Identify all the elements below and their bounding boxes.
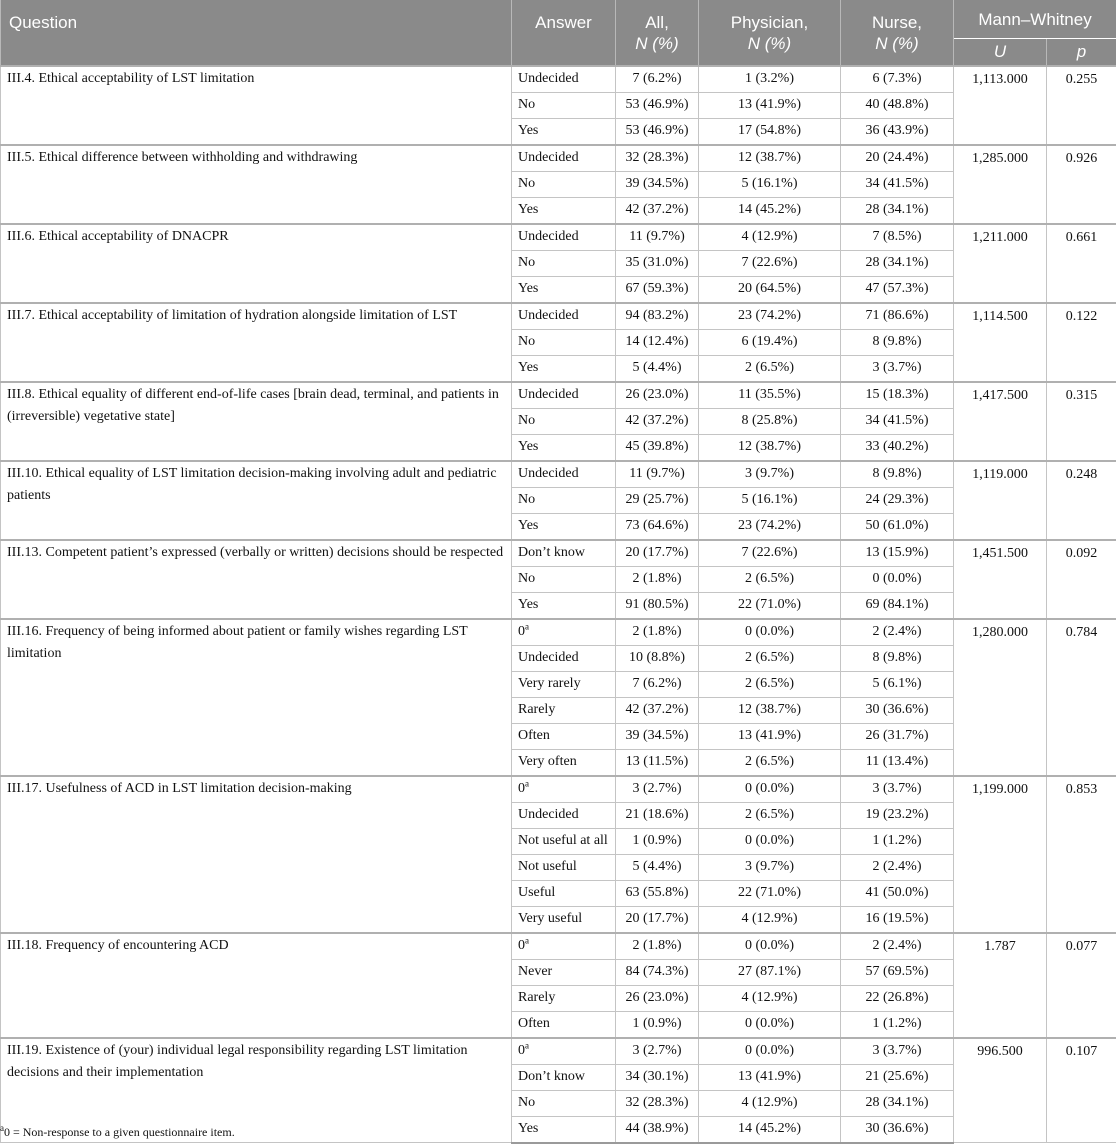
physician-count-cell: 22 (71.0%)	[699, 592, 841, 619]
u-statistic-cell: 1,199.000	[954, 776, 1047, 933]
all-count-cell: 3 (2.7%)	[616, 776, 699, 803]
answer-cell	[512, 1038, 616, 1065]
answer-label: Yes	[518, 438, 539, 454]
nurse-count-cell: 2 (2.4%)	[841, 854, 954, 880]
answer-cell	[512, 566, 616, 592]
physician-count-cell: 0 (0.0%)	[699, 1038, 841, 1065]
nurse-count-cell: 2 (2.4%)	[841, 933, 954, 960]
all-count-cell: 63 (55.8%)	[616, 880, 699, 906]
physician-count-cell: 5 (16.1%)	[699, 171, 841, 197]
u-statistic-cell: 1,114.500	[954, 303, 1047, 382]
nurse-count-cell: 19 (23.2%)	[841, 802, 954, 828]
answer-label: Very rarely	[518, 675, 581, 691]
all-count-cell: 2 (1.8%)	[616, 619, 699, 646]
header-physician	[699, 0, 841, 66]
table-row	[1, 145, 1116, 172]
all-count-cell: 53 (46.9%)	[616, 92, 699, 118]
physician-count-cell: 2 (6.5%)	[699, 355, 841, 382]
nurse-count-cell: 28 (34.1%)	[841, 250, 954, 276]
p-value-cell: 0.926	[1047, 145, 1116, 224]
nurse-count-cell: 28 (34.1%)	[841, 197, 954, 224]
physician-count-cell: 0 (0.0%)	[699, 828, 841, 854]
physician-count-cell: 13 (41.9%)	[699, 1064, 841, 1090]
answer-cell	[512, 985, 616, 1011]
answer-label: No	[518, 1094, 536, 1110]
answer-cell	[512, 749, 616, 776]
non-response-marker: a	[525, 620, 529, 631]
nurse-count-cell: 36 (43.9%)	[841, 118, 954, 145]
physician-count-cell: 0 (0.0%)	[699, 619, 841, 646]
all-count-cell: 26 (23.0%)	[616, 382, 699, 409]
table-row	[1, 303, 1116, 330]
answer-cell	[512, 697, 616, 723]
answer-label: Undecided	[518, 149, 579, 165]
nurse-count-cell: 11 (13.4%)	[841, 749, 954, 776]
question-cell: III.18. Frequency of encountering ACD	[1, 933, 512, 1038]
answer-cell	[512, 959, 616, 985]
all-count-cell: 32 (28.3%)	[616, 145, 699, 172]
u-statistic-cell: 1,417.500	[954, 382, 1047, 461]
answer-cell	[512, 276, 616, 303]
answer-cell	[512, 1011, 616, 1038]
answer-label: Often	[518, 727, 550, 743]
answer-cell	[512, 355, 616, 382]
answer-label: 0	[518, 623, 525, 639]
all-count-cell: 29 (25.7%)	[616, 487, 699, 513]
answer-label: Undecided	[518, 806, 579, 822]
all-count-cell: 35 (31.0%)	[616, 250, 699, 276]
header-nurse	[841, 0, 954, 66]
nurse-count-cell: 41 (50.0%)	[841, 880, 954, 906]
answer-label: 0	[518, 780, 525, 796]
physician-count-cell: 2 (6.5%)	[699, 802, 841, 828]
answer-label: No	[518, 333, 536, 349]
question-cell: III.6. Ethical acceptability of DNACPR	[1, 224, 512, 303]
answer-label: Rarely	[518, 989, 556, 1005]
all-count-cell: 42 (37.2%)	[616, 697, 699, 723]
question-cell: III.7. Ethical acceptability of limitation of hydration alongside limitation of LST	[1, 303, 512, 382]
answer-cell	[512, 66, 616, 93]
physician-count-cell: 23 (74.2%)	[699, 513, 841, 540]
physician-count-cell: 2 (6.5%)	[699, 566, 841, 592]
nurse-count-cell: 22 (26.8%)	[841, 985, 954, 1011]
physician-count-cell: 8 (25.8%)	[699, 408, 841, 434]
answer-label: Yes	[518, 596, 539, 612]
question-cell: III.17. Usefulness of ACD in LST limitation decision-making	[1, 776, 512, 933]
u-statistic-cell: 1,211.000	[954, 224, 1047, 303]
question-cell: III.13. Competent patient’s expressed (verbally or written) decisions should be respected	[1, 540, 512, 619]
table-row	[1, 933, 1116, 960]
answer-cell	[512, 592, 616, 619]
all-count-cell: 7 (6.2%)	[616, 66, 699, 93]
physician-count-cell: 20 (64.5%)	[699, 276, 841, 303]
footnote	[0, 1125, 235, 1140]
table-row	[1, 461, 1116, 488]
header-question: Question	[1, 0, 512, 66]
nurse-count-cell: 5 (6.1%)	[841, 671, 954, 697]
all-count-cell: 2 (1.8%)	[616, 933, 699, 960]
header-p: p	[1047, 38, 1116, 66]
all-count-cell: 3 (2.7%)	[616, 1038, 699, 1065]
non-response-marker: a	[525, 1039, 529, 1050]
p-value-cell: 0.122	[1047, 303, 1116, 382]
header-all-label: All,	[645, 13, 669, 32]
answer-label: 0	[518, 937, 525, 953]
nurse-count-cell: 3 (3.7%)	[841, 1038, 954, 1065]
answer-cell	[512, 1116, 616, 1143]
all-count-cell: 20 (17.7%)	[616, 540, 699, 567]
nurse-count-cell: 8 (9.8%)	[841, 461, 954, 488]
physician-count-cell: 2 (6.5%)	[699, 645, 841, 671]
u-statistic-cell: 1,119.000	[954, 461, 1047, 540]
u-statistic-cell: 996.500	[954, 1038, 1047, 1143]
answer-label: Not useful at all	[518, 832, 608, 848]
physician-count-cell: 7 (22.6%)	[699, 540, 841, 567]
physician-count-cell: 2 (6.5%)	[699, 671, 841, 697]
all-count-cell: 44 (38.9%)	[616, 1116, 699, 1143]
question-cell: III.4. Ethical acceptability of LST limitation	[1, 66, 512, 145]
physician-count-cell: 4 (12.9%)	[699, 1090, 841, 1116]
answer-cell	[512, 461, 616, 488]
answer-label: No	[518, 175, 536, 191]
all-count-cell: 39 (34.5%)	[616, 723, 699, 749]
table-row	[1, 382, 1116, 409]
physician-count-cell: 12 (38.7%)	[699, 697, 841, 723]
nurse-count-cell: 0 (0.0%)	[841, 566, 954, 592]
u-statistic-cell: 1,285.000	[954, 145, 1047, 224]
answer-cell	[512, 171, 616, 197]
p-value-cell: 0.248	[1047, 461, 1116, 540]
answer-label: Don’t know	[518, 544, 586, 560]
table-body	[1, 66, 1116, 1143]
table-row	[1, 619, 1116, 646]
answer-label: Useful	[518, 884, 556, 900]
header-mann-whitney: Mann–Whitney	[954, 0, 1116, 38]
answer-label: Undecided	[518, 465, 579, 481]
table-row	[1, 224, 1116, 251]
all-count-cell: 1 (0.9%)	[616, 1011, 699, 1038]
all-count-cell: 42 (37.2%)	[616, 408, 699, 434]
u-statistic-cell: 1,113.000	[954, 66, 1047, 145]
all-count-cell: 10 (8.8%)	[616, 645, 699, 671]
nurse-count-cell: 57 (69.5%)	[841, 959, 954, 985]
all-count-cell: 1 (0.9%)	[616, 828, 699, 854]
all-count-cell: 11 (9.7%)	[616, 461, 699, 488]
nurse-count-cell: 26 (31.7%)	[841, 723, 954, 749]
nurse-count-cell: 47 (57.3%)	[841, 276, 954, 303]
header-nurse-unit: N (%)	[875, 34, 919, 53]
nurse-count-cell: 8 (9.8%)	[841, 645, 954, 671]
p-value-cell: 0.784	[1047, 619, 1116, 776]
answer-label: Undecided	[518, 649, 579, 665]
p-value-cell: 0.077	[1047, 933, 1116, 1038]
all-count-cell: 45 (39.8%)	[616, 434, 699, 461]
answer-label: Very useful	[518, 910, 583, 926]
all-count-cell: 53 (46.9%)	[616, 118, 699, 145]
answer-label: Yes	[518, 122, 539, 138]
nurse-count-cell: 30 (36.6%)	[841, 1116, 954, 1143]
answer-label: No	[518, 570, 536, 586]
physician-count-cell: 1 (3.2%)	[699, 66, 841, 93]
answer-label: Yes	[518, 201, 539, 217]
question-cell: III.10. Ethical equality of LST limitation decision-making involving adult and pediatric patients	[1, 461, 512, 540]
nurse-count-cell: 6 (7.3%)	[841, 66, 954, 93]
all-count-cell: 11 (9.7%)	[616, 224, 699, 251]
all-count-cell: 67 (59.3%)	[616, 276, 699, 303]
answer-cell	[512, 118, 616, 145]
nurse-count-cell: 30 (36.6%)	[841, 697, 954, 723]
answer-label: Yes	[518, 1120, 539, 1136]
question-cell: III.16. Frequency of being informed about patient or family wishes regarding LST limitation	[1, 619, 512, 776]
non-response-marker: a	[525, 777, 529, 788]
physician-count-cell: 4 (12.9%)	[699, 985, 841, 1011]
answer-label: No	[518, 491, 536, 507]
answer-cell	[512, 828, 616, 854]
physician-count-cell: 2 (6.5%)	[699, 749, 841, 776]
physician-count-cell: 0 (0.0%)	[699, 1011, 841, 1038]
answer-cell	[512, 854, 616, 880]
answer-cell	[512, 329, 616, 355]
p-value-cell: 0.255	[1047, 66, 1116, 145]
answer-label: Yes	[518, 517, 539, 533]
answer-cell	[512, 906, 616, 933]
all-count-cell: 34 (30.1%)	[616, 1064, 699, 1090]
table-row	[1, 540, 1116, 567]
answer-cell	[512, 513, 616, 540]
physician-count-cell: 17 (54.8%)	[699, 118, 841, 145]
answer-label: Rarely	[518, 701, 556, 717]
answer-label: Very often	[518, 753, 577, 769]
answer-cell	[512, 408, 616, 434]
all-count-cell: 94 (83.2%)	[616, 303, 699, 330]
answer-label: No	[518, 254, 536, 270]
answer-label: Undecided	[518, 70, 579, 86]
nurse-count-cell: 15 (18.3%)	[841, 382, 954, 409]
physician-count-cell: 27 (87.1%)	[699, 959, 841, 985]
answer-cell	[512, 540, 616, 567]
all-count-cell: 42 (37.2%)	[616, 197, 699, 224]
nurse-count-cell: 34 (41.5%)	[841, 171, 954, 197]
physician-count-cell: 7 (22.6%)	[699, 250, 841, 276]
nurse-count-cell: 1 (1.2%)	[841, 1011, 954, 1038]
header-nurse-label: Nurse,	[871, 13, 923, 32]
answer-label: Undecided	[518, 386, 579, 402]
answer-cell	[512, 303, 616, 330]
nurse-count-cell: 13 (15.9%)	[841, 540, 954, 567]
answer-cell	[512, 802, 616, 828]
physician-count-cell: 3 (9.7%)	[699, 461, 841, 488]
question-cell: III.8. Ethical equality of different end-of-life cases [brain dead, terminal, and patients in (irreversible) vegetative state]	[1, 382, 512, 461]
header-u: U	[954, 38, 1047, 66]
table-row	[1, 776, 1116, 803]
all-count-cell: 7 (6.2%)	[616, 671, 699, 697]
physician-count-cell: 12 (38.7%)	[699, 145, 841, 172]
answer-label: Undecided	[518, 307, 579, 323]
all-count-cell: 5 (4.4%)	[616, 355, 699, 382]
physician-count-cell: 0 (0.0%)	[699, 776, 841, 803]
header-answer: Answer	[512, 0, 616, 66]
answer-cell	[512, 933, 616, 960]
footnote-text: 0 = Non-response to a given questionnaire item.	[4, 1125, 235, 1139]
u-statistic-cell: 1,451.500	[954, 540, 1047, 619]
answer-label: Don’t know	[518, 1068, 586, 1084]
p-value-cell: 0.853	[1047, 776, 1116, 933]
physician-count-cell: 4 (12.9%)	[699, 224, 841, 251]
nurse-count-cell: 7 (8.5%)	[841, 224, 954, 251]
physician-count-cell: 0 (0.0%)	[699, 933, 841, 960]
nurse-count-cell: 71 (86.6%)	[841, 303, 954, 330]
all-count-cell: 32 (28.3%)	[616, 1090, 699, 1116]
all-count-cell: 91 (80.5%)	[616, 592, 699, 619]
all-count-cell: 13 (11.5%)	[616, 749, 699, 776]
all-count-cell: 26 (23.0%)	[616, 985, 699, 1011]
nurse-count-cell: 69 (84.1%)	[841, 592, 954, 619]
question-cell: III.5. Ethical difference between withholding and withdrawing	[1, 145, 512, 224]
answer-cell	[512, 723, 616, 749]
answer-label: Never	[518, 963, 553, 979]
answer-cell	[512, 671, 616, 697]
physician-count-cell: 11 (35.5%)	[699, 382, 841, 409]
answer-cell	[512, 1064, 616, 1090]
answer-cell	[512, 1090, 616, 1116]
header-all	[616, 0, 699, 66]
answer-cell	[512, 434, 616, 461]
table-row	[1, 66, 1116, 93]
nurse-count-cell: 2 (2.4%)	[841, 619, 954, 646]
footnote-marker: a	[0, 1123, 4, 1133]
header-physician-label: Physician,	[730, 13, 809, 32]
answer-cell	[512, 776, 616, 803]
all-count-cell: 20 (17.7%)	[616, 906, 699, 933]
answer-label: 0	[518, 1042, 525, 1058]
physician-count-cell: 5 (16.1%)	[699, 487, 841, 513]
answer-cell	[512, 224, 616, 251]
answer-cell	[512, 145, 616, 172]
p-value-cell: 0.092	[1047, 540, 1116, 619]
answer-label: Yes	[518, 280, 539, 296]
answer-cell	[512, 382, 616, 409]
physician-count-cell: 23 (74.2%)	[699, 303, 841, 330]
nurse-count-cell: 8 (9.8%)	[841, 329, 954, 355]
answer-label: No	[518, 96, 536, 112]
physician-count-cell: 13 (41.9%)	[699, 92, 841, 118]
physician-count-cell: 3 (9.7%)	[699, 854, 841, 880]
answer-label: No	[518, 412, 536, 428]
nurse-count-cell: 50 (61.0%)	[841, 513, 954, 540]
all-count-cell: 21 (18.6%)	[616, 802, 699, 828]
physician-count-cell: 6 (19.4%)	[699, 329, 841, 355]
header-all-unit: N (%)	[635, 34, 679, 53]
u-statistic-cell: 1,280.000	[954, 619, 1047, 776]
answer-cell	[512, 92, 616, 118]
question-cell: III.19. Existence of (your) individual legal responsibility regarding LST limitation decisions and their implementation	[1, 1038, 512, 1143]
answer-cell	[512, 197, 616, 224]
answer-label: Often	[518, 1015, 550, 1031]
nurse-count-cell: 16 (19.5%)	[841, 906, 954, 933]
table-row	[1, 1038, 1116, 1065]
physician-count-cell: 4 (12.9%)	[699, 906, 841, 933]
p-value-cell: 0.661	[1047, 224, 1116, 303]
nurse-count-cell: 3 (3.7%)	[841, 355, 954, 382]
nurse-count-cell: 28 (34.1%)	[841, 1090, 954, 1116]
answer-cell	[512, 619, 616, 646]
answer-label: Undecided	[518, 228, 579, 244]
p-value-cell: 0.315	[1047, 382, 1116, 461]
nurse-count-cell: 34 (41.5%)	[841, 408, 954, 434]
p-value-cell: 0.107	[1047, 1038, 1116, 1143]
header-physician-unit: N (%)	[747, 34, 792, 53]
nurse-count-cell: 33 (40.2%)	[841, 434, 954, 461]
nurse-count-cell: 1 (1.2%)	[841, 828, 954, 854]
physician-count-cell: 13 (41.9%)	[699, 723, 841, 749]
nurse-count-cell: 20 (24.4%)	[841, 145, 954, 172]
answer-cell	[512, 487, 616, 513]
physician-count-cell: 22 (71.0%)	[699, 880, 841, 906]
non-response-marker: a	[525, 934, 529, 945]
nurse-count-cell: 24 (29.3%)	[841, 487, 954, 513]
all-count-cell: 73 (64.6%)	[616, 513, 699, 540]
all-count-cell: 14 (12.4%)	[616, 329, 699, 355]
physician-count-cell: 14 (45.2%)	[699, 1116, 841, 1143]
physician-count-cell: 14 (45.2%)	[699, 197, 841, 224]
answer-cell	[512, 250, 616, 276]
physician-count-cell: 12 (38.7%)	[699, 434, 841, 461]
answer-label: Yes	[518, 359, 539, 375]
answer-label: Not useful	[518, 858, 577, 874]
nurse-count-cell: 21 (25.6%)	[841, 1064, 954, 1090]
all-count-cell: 2 (1.8%)	[616, 566, 699, 592]
answer-cell	[512, 880, 616, 906]
nurse-count-cell: 40 (48.8%)	[841, 92, 954, 118]
all-count-cell: 39 (34.5%)	[616, 171, 699, 197]
u-statistic-cell: 1.787	[954, 933, 1047, 1038]
answer-cell	[512, 645, 616, 671]
all-count-cell: 5 (4.4%)	[616, 854, 699, 880]
nurse-count-cell: 3 (3.7%)	[841, 776, 954, 803]
all-count-cell: 84 (74.3%)	[616, 959, 699, 985]
